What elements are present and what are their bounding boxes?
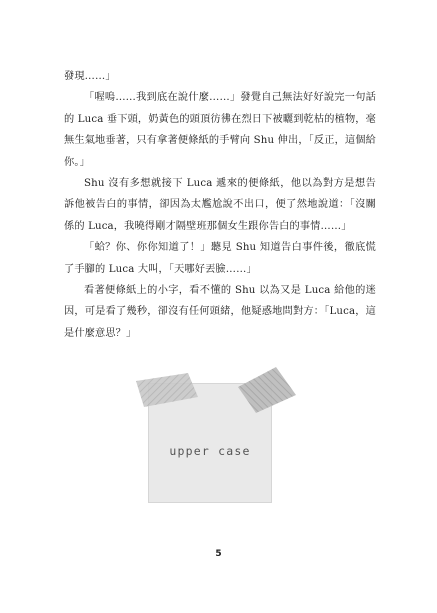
body-text: [64, 66, 376, 344]
paragraph: 發現……」: [64, 71, 116, 82]
paragraph: Shu 沒有多想就接下 Luca 遞來的便條紙，他以為對方是想告訴他被告白的事情，卻因為太尷尬說不出口，便了然地說道：「沒關係的 Luca，我曉得剛才隔壁班那個女生跟你告白的事情……」: [64, 178, 376, 232]
tape-right: [232, 365, 302, 415]
paragraph: 看著便條紙上的小字，看不懂的 Shu 以為又是 Luca 給他的迷因，可是看了幾秒，卻沒有任何頭緒，他疑惑地問對方：「Luca，這是什麼意思？」: [64, 285, 376, 339]
paragraph: 「喔嗚……我到底在說什麼……」發覺自己無法好好說完一句話的 Luca 垂下頭，奶黃色的頭頂彷彿在烈日下被曬到乾枯的植物，毫無生氣地垂著，只有拿著便條紙的手臂向 Shu 伸出，「反正，這個給你。」: [64, 92, 376, 168]
page-number: 5: [215, 549, 222, 559]
paragraph: 「蛤？你、你你知道了！」聽見 Shu 知道告白事件後，徹底慌了手腳的 Luca 大叫，「天哪好丟臉……」: [64, 242, 376, 275]
tape-left: [132, 371, 202, 411]
sticky-note-illustration: [148, 375, 288, 495]
sticky-note-text: upper case: [169, 444, 251, 458]
